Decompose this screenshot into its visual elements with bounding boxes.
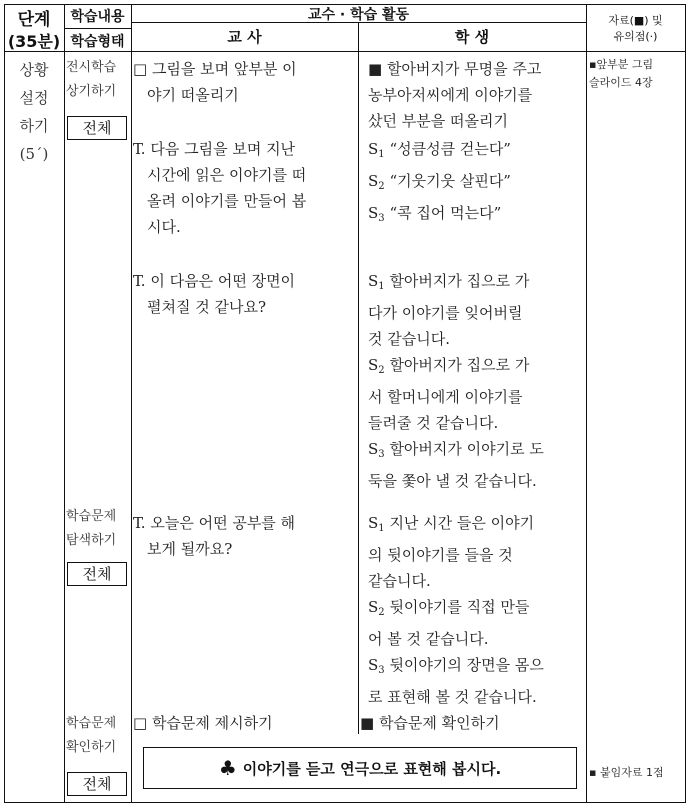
- student-activity-2: ■ 학습문제 확인하기: [360, 714, 500, 732]
- teacher-activity-1: □ 그림을 보며 앞부분 이 야기 떠올리기: [133, 60, 297, 104]
- header-resources-2: 유의점(·): [613, 30, 658, 43]
- section-1-activity: 전시학습 상기하기: [66, 60, 117, 99]
- table-right-border: [685, 4, 686, 802]
- header-content: 학습내용: [70, 9, 125, 25]
- col-divider-resources: [586, 4, 587, 802]
- header-activity: 교수 · 학습 활동: [307, 7, 410, 23]
- section-2-form-badge: 전체: [67, 562, 127, 586]
- student-responses-2: $S_1$ 할아버지가 집으로 가 다가 이야기를 잊어버릴 것 같습니다. $S_2$ 할아버지가 집으로 가 서 할머니에게 이야기를 들려줄 것 같습니다. $S_3$ 할아버지가 이야기로 도 둑을 쫓아 낼 것 같습니다.: [368, 272, 544, 490]
- student-response: $S_1$ “성큼성큼 걷는다”: [368, 140, 511, 160]
- col-divider-content: [131, 4, 132, 802]
- col-divider-teacher-student: [358, 22, 359, 734]
- student-response: $S_2$ “기웃기웃 살핀다”: [368, 172, 511, 192]
- section-2-activity: 학습문제 탐색하기: [66, 509, 117, 548]
- header-teacher: 교 사: [227, 28, 262, 46]
- learning-objective-text: 이야기를 듣고 연극으로 표현해 봅시다.: [242, 759, 502, 778]
- teacher-prompt-2: T. 이 다음은 어떤 장면이 펼쳐질 것 같나요?: [133, 272, 296, 316]
- resource-note-2: ▪ 붙임자료 1점: [589, 766, 664, 779]
- teacher-activity-2: □ 학습문제 제시하기: [133, 714, 273, 732]
- header-form-line: [64, 28, 131, 29]
- stage-line: 상황: [19, 61, 49, 79]
- stage-line: 하기: [19, 117, 49, 135]
- section-3-form-badge: 전체: [67, 772, 127, 796]
- section-1-form-badge: 전체: [67, 116, 127, 140]
- header-form: 학습형태: [70, 34, 125, 50]
- header-stage: 단계: [17, 10, 51, 30]
- resource-note-1: ▪앞부분 그림 슬라이드 4장: [589, 58, 654, 89]
- stage-line: 설정: [19, 89, 49, 107]
- header-bottom-line: [4, 51, 686, 52]
- col-divider-stage: [64, 4, 65, 802]
- stage-label: [4, 56, 64, 168]
- learning-objective-box: [143, 747, 577, 789]
- teacher-prompt-1: T. 다음 그림을 보며 지난 시간에 읽은 이야기를 떠 올려 이야기를 만들어 봅 시다.: [133, 140, 307, 236]
- section-3-activity: 학습문제 확인하기: [66, 716, 117, 755]
- club-icon: ♣: [218, 756, 237, 780]
- header-duration: (35분): [7, 32, 61, 51]
- table-bottom-border: [4, 802, 686, 803]
- header-resources-1: 자료(■) 및: [608, 14, 663, 27]
- student-response: $S_3$ “콕 집어 먹는다”: [368, 204, 502, 224]
- student-responses-1: [368, 136, 584, 232]
- stage-line: (5´): [19, 145, 49, 163]
- student-activity-1: ■ 할아버지가 무명을 주고 농부아저씨에게 이야기를 샀던 부분을 떠올리기: [368, 60, 542, 130]
- header-student: 학 생: [454, 28, 490, 46]
- student-responses-3: $S_1$ 지난 시간 들은 이야기 의 뒷이야기를 들을 것 같습니다. $S_2$ 뒷이야기를 직접 만들 어 볼 것 같습니다. $S_3$ 뒷이야기의 장면을 몸으 로 표현해 볼 것 같습니다.: [368, 514, 544, 706]
- teacher-prompt-3: T. 오늘은 어떤 공부를 해 보게 될까요?: [133, 514, 296, 558]
